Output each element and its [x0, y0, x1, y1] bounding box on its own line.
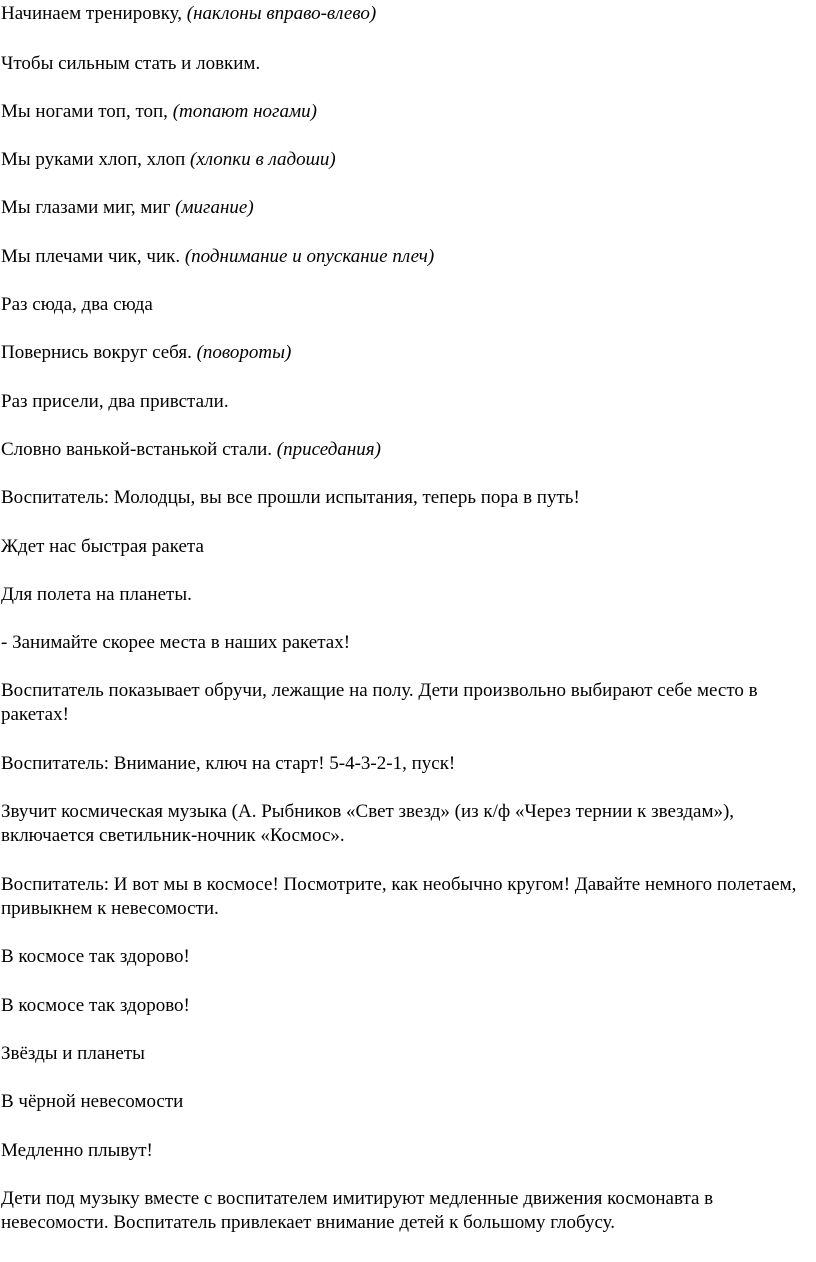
paragraph-text: В чёрной невесомости	[1, 1091, 184, 1112]
paragraph	[1, 148, 810, 172]
paragraph-text: - Занимайте скорее места в наших ракетах!	[1, 632, 351, 653]
paragraph	[1, 631, 810, 655]
paragraph	[1, 100, 810, 124]
paragraph-text: Звучит космическая музыка (А. Рыбников «Свет звезд» (из к/ф «Через тернии к звездам»), включается светильник-ночник «Космос».	[1, 801, 735, 846]
paragraph-annotation: (повороты)	[196, 342, 292, 363]
paragraph-text: Раз сюда, два сюда	[1, 294, 153, 315]
paragraph-text: Для полета на планеты.	[1, 584, 192, 605]
paragraph-annotation: (приседания)	[276, 439, 381, 460]
paragraph	[1, 1042, 810, 1066]
paragraph	[1, 2, 810, 26]
paragraph-text: Воспитатель показывает обручи, лежащие на полу. Дети произвольно выбирают себе место в ракетах!	[1, 680, 758, 725]
paragraph-text: Мы руками хлоп, хлоп	[1, 149, 191, 170]
paragraph	[1, 293, 810, 317]
paragraph-text: Мы плечами чик, чик.	[1, 246, 185, 267]
paragraph-annotation: (топают ногами)	[172, 101, 317, 122]
paragraph-annotation: (наклоны вправо-влево)	[186, 3, 377, 24]
paragraph	[1, 752, 810, 776]
paragraph	[1, 1139, 810, 1163]
paragraph	[1, 52, 810, 76]
paragraph	[1, 341, 810, 365]
paragraph-annotation: (мигание)	[175, 197, 254, 218]
paragraph	[1, 800, 810, 848]
paragraph-text: Словно ванькой-встанькой стали.	[1, 439, 277, 460]
paragraph	[1, 583, 810, 607]
paragraph-text: Воспитатель: Внимание, ключ на старт! 5-4-3-2-1, пуск!	[1, 753, 456, 774]
paragraph-annotation: (поднимание и опускание плеч)	[184, 246, 435, 267]
paragraph	[1, 196, 810, 220]
paragraph	[1, 438, 810, 462]
paragraph	[1, 945, 810, 969]
paragraph-text: Повернись вокруг себя.	[1, 342, 197, 363]
paragraph-text: Ждет нас быстрая ракета	[1, 536, 204, 557]
paragraph	[1, 1090, 810, 1114]
paragraph-text: Дети под музыку вместе с воспитателем имитируют медленные движения космонавта в невесомости. Воспитатель привлекает внимание детей к большому глобусу.	[1, 1188, 714, 1233]
paragraph	[1, 486, 810, 510]
paragraph-text: Мы ногами топ, топ,	[1, 101, 173, 122]
paragraph	[1, 1187, 810, 1235]
paragraph	[1, 679, 810, 727]
paragraph-text: Звёзды и планеты	[1, 1043, 145, 1064]
paragraph-text: В космосе так здорово!	[1, 946, 190, 967]
paragraph-text: Мы глазами миг, миг	[1, 197, 176, 218]
paragraph	[1, 535, 810, 559]
paragraph-text: Начинаем тренировку,	[1, 3, 187, 24]
paragraph	[1, 245, 810, 269]
paragraph	[1, 390, 810, 414]
paragraph-text: В космосе так здорово!	[1, 995, 190, 1016]
paragraph-text: Чтобы сильным стать и ловким.	[1, 53, 261, 74]
paragraph	[1, 994, 810, 1018]
paragraph-annotation: (хлопки в ладоши)	[190, 149, 336, 170]
paragraph-text: Медленно плывут!	[1, 1140, 153, 1161]
paragraph-text: Воспитатель: Молодцы, вы все прошли испытания, теперь пора в путь!	[1, 487, 580, 508]
paragraph-text: Воспитатель: И вот мы в космосе! Посмотрите, как необычно кругом! Давайте немного полетаем, привыкнем к невесомости.	[1, 874, 797, 919]
paragraph-text: Раз присели, два привстали.	[1, 391, 229, 412]
paragraph	[1, 873, 810, 921]
